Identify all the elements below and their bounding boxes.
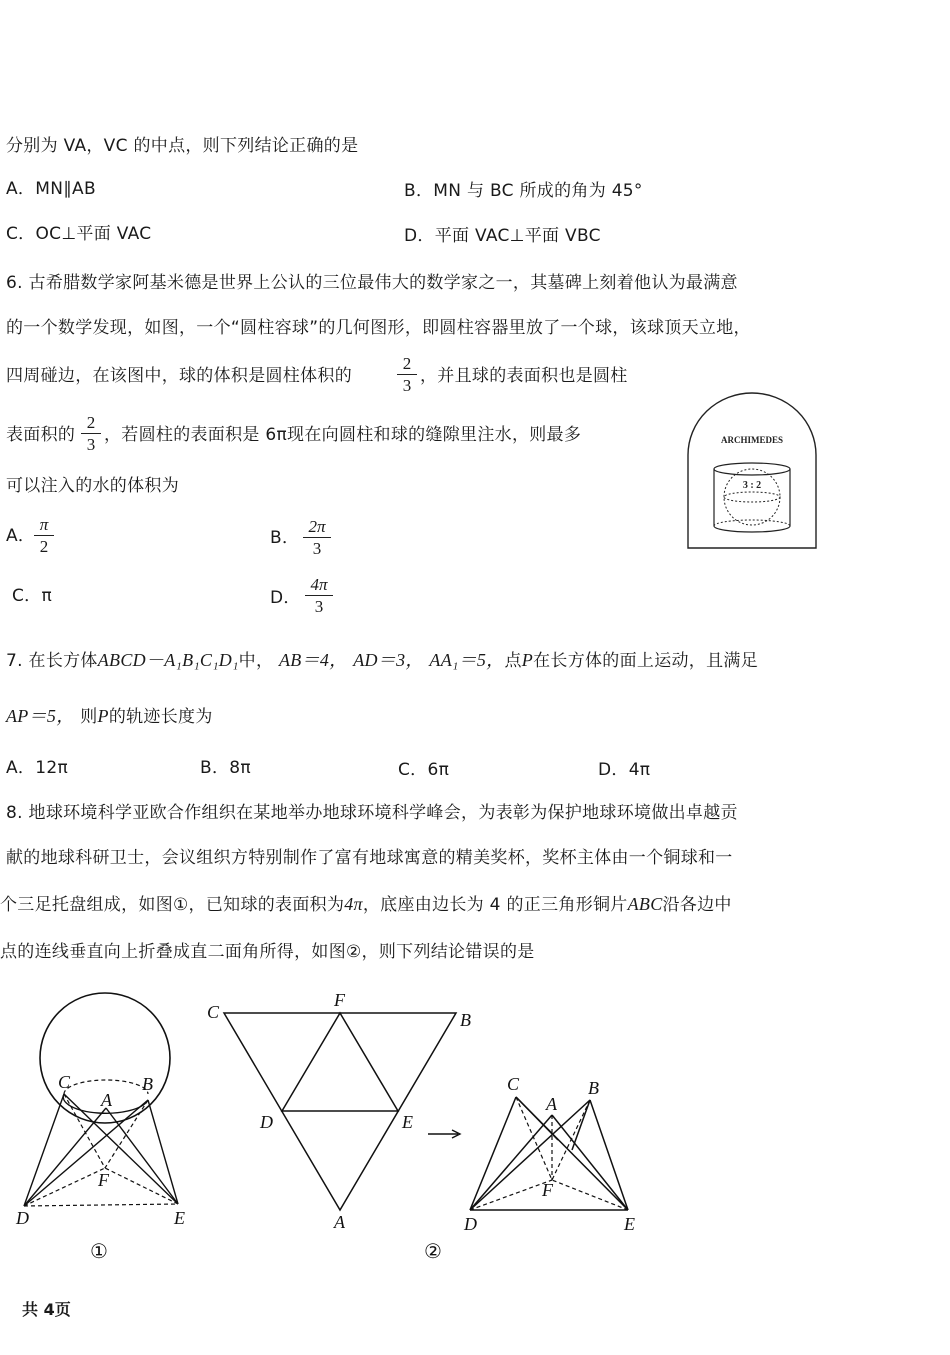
svg-text:E: E [624, 1214, 635, 1234]
svg-text:D: D [260, 1112, 273, 1132]
figure-1 [15, 993, 185, 1263]
q5-option-b: B．MN 与 BC 所成的角为 45° [404, 181, 643, 201]
q7-line1: 7. 在长方体ABCD－A₁B₁C₁D₁中， AB＝4， AD＝3， AA₁＝5，点P在长方体的面上运动，且满足 [6, 650, 758, 671]
svg-text:C: C [207, 1002, 220, 1022]
svg-text:B: B [142, 1074, 153, 1094]
svg-text:D: D [464, 1214, 477, 1234]
q6-line3a: 四周碰边，在该图中，球的体积是圆柱体积的 [6, 366, 352, 386]
q7-option-a: A．12π [6, 758, 68, 778]
q6-option-b-fraction: 2π 3 [302, 518, 332, 557]
q6-line5: 可以注入的水的体积为 [6, 476, 179, 496]
q6-line1: 6. 古希腊数学家阿基米德是世界上公认的三位最伟大的数学家之一，其墓碑上刻着他认为最满意 [6, 273, 738, 293]
svg-text:F: F [542, 1180, 553, 1200]
archimedes-label: ARCHIMEDES [720, 435, 784, 445]
svg-text:A: A [546, 1094, 557, 1114]
svg-text:E: E [174, 1208, 185, 1228]
q6-fraction-2: 2 3 [80, 414, 102, 453]
q6-fraction-1: 2 3 [396, 355, 418, 394]
q7-line2: AP＝5， 则P的轨迹长度为 [6, 706, 213, 727]
q6-option-a-label: A． [6, 526, 36, 546]
q8-line1: 8. 地球环境科学亚欧合作组织在某地举办地球环境科学峰会，为表彰为保护地球环境做出卓越贡 [6, 803, 738, 823]
figure-2-caption: ② [424, 1239, 442, 1263]
q7-option-c: C．6π [398, 760, 450, 780]
q6-option-b-label: B． [270, 528, 300, 548]
svg-text:A: A [101, 1090, 112, 1110]
q6-option-d-label: D． [270, 588, 301, 608]
q8-line3: 个三足托盘组成，如图①，已知球的表面积为4π，底座由边长为 4 的正三角形铜片ABC沿各边中 [0, 894, 732, 915]
svg-text:A: A [334, 1212, 345, 1232]
q6-option-d-fraction: 4π 3 [304, 576, 334, 615]
svg-text:C: C [507, 1074, 520, 1094]
q5-option-a: A．MN∥AB [6, 179, 96, 199]
figure-2-net [207, 990, 471, 1263]
svg-text:B: B [460, 1010, 471, 1030]
ratio-label: 3 : 2 [742, 480, 762, 491]
q8-line4: 点的连线垂直向上折叠成直二面角所得，如图②，则下列结论错误的是 [0, 942, 535, 962]
q6-option-a-fraction: π 2 [33, 516, 55, 555]
figure-2-folded [463, 1074, 635, 1234]
page-footer: 共 4页 [22, 1300, 71, 1319]
svg-text:F: F [334, 990, 345, 1010]
svg-text:D: D [16, 1208, 29, 1228]
arrow-icon [428, 1130, 460, 1138]
svg-text:B: B [588, 1078, 599, 1098]
figure-1-caption: ① [90, 1239, 108, 1263]
svg-text:F: F [98, 1170, 109, 1190]
q5-stem: 分别为 VA，VC 的中点，则下列结论正确的是 [6, 136, 359, 156]
q5-option-d: D．平面 VAC⊥平面 VBC [404, 226, 601, 246]
q7-option-b: B．8π [200, 758, 251, 778]
q6-line3b: ，并且球的表面积也是圆柱 [420, 366, 628, 386]
q7-option-d: D．4π [598, 760, 651, 780]
q6-line4b: ，若圆柱的表面积是 6π现在向圆柱和球的缝隙里注水，则最多 [104, 425, 582, 445]
q6-line2: 的一个数学发现，如图，一个“圆柱容球”的几何图形，即圆柱容器里放了一个球，该球顶天立地， [6, 318, 751, 338]
q6-line4a: 表面积的 [6, 425, 76, 445]
svg-text:E: E [402, 1112, 413, 1132]
q5-option-c: C．OC⊥平面 VAC [6, 224, 152, 244]
svg-text:C: C [58, 1072, 71, 1092]
q8-line2: 献的地球科研卫士，会议组织方特别制作了富有地球寓意的精美奖杯，奖杯主体由一个铜球和一 [6, 848, 733, 868]
q6-option-c: C．π [12, 586, 53, 606]
